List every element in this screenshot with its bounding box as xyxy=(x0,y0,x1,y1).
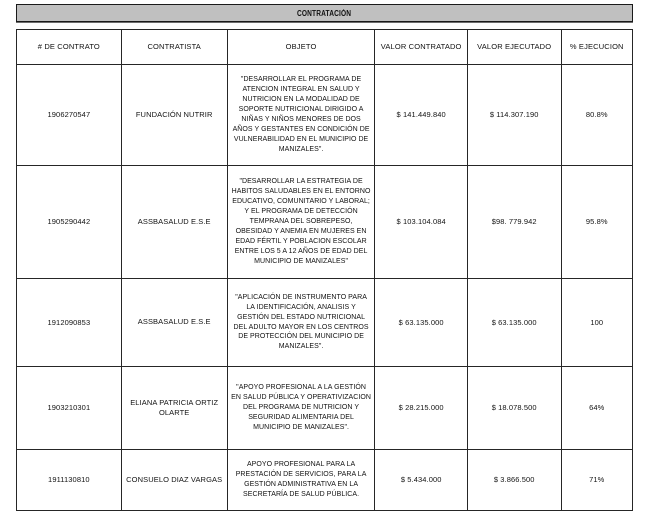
cell-contrato: 1906270547 xyxy=(17,65,122,166)
cell-contratista: ASSBASALUD E.S.E xyxy=(121,166,227,279)
table-row xyxy=(17,279,633,367)
cell-porcentaje: 64% xyxy=(561,367,633,450)
cell-valor-contratado: $ 103.104.084 xyxy=(375,166,467,279)
table-body xyxy=(17,65,633,511)
column-header-contrato: # DE CONTRATO xyxy=(17,30,122,65)
cell-porcentaje: 80.8% xyxy=(561,65,633,166)
column-header-porcentaje: % EJECUCION xyxy=(561,30,633,65)
table-row xyxy=(17,450,633,511)
table-row xyxy=(17,166,633,279)
cell-valor-contratado: $ 28.215.000 xyxy=(375,367,467,450)
cell-valor-ejecutado: $ 18.078.500 xyxy=(467,367,561,450)
page-title: CONTRATACIÓN xyxy=(297,8,352,18)
contracts-table xyxy=(16,29,633,511)
cell-objeto: "APOYO PROFESIONAL A LA GESTIÓN EN SALUD PÚBLICA Y OPERATIVIZACION DEL PROGRAMA DE NUTRICION Y SEGURIDAD ALIMENTARIA DEL MUNICIPIO DE MANIZALES". xyxy=(227,367,375,450)
cell-contrato: 1912090853 xyxy=(17,279,122,367)
cell-valor-ejecutado: $ 114.307.190 xyxy=(467,65,561,166)
cell-valor-ejecutado: $ 63.135.000 xyxy=(467,279,561,367)
cell-contrato: 1911130810 xyxy=(17,450,122,511)
table-row xyxy=(17,65,633,166)
cell-valor-contratado: $ 5.434.000 xyxy=(375,450,467,511)
cell-valor-contratado: $ 141.449.840 xyxy=(375,65,467,166)
cell-contratista: FUNDACIÓN NUTRIR xyxy=(121,65,227,166)
table-row xyxy=(17,367,633,450)
cell-porcentaje: 95.8% xyxy=(561,166,633,279)
contracts-table-wrapper xyxy=(16,29,633,511)
cell-objeto: "DESARROLLAR EL PROGRAMA DE ATENCION INTEGRAL EN SALUD Y NUTRICION EN LA MODALIDAD DE SOPORTE NUTRICIONAL DIRIGIDO A NIÑAS Y NIÑOS MENORES DE DOS AÑOS Y GESTANTES EN CONDICIÓN DE VULNERABILIDAD EN EL MUNICIPIO DE MANIZALES". xyxy=(227,65,375,166)
cell-valor-ejecutado: $ 3.866.500 xyxy=(467,450,561,511)
table-header-row xyxy=(17,30,633,65)
column-header-objeto: OBJETO xyxy=(227,30,375,65)
cell-valor-ejecutado: $98. 779.942 xyxy=(467,166,561,279)
document-title-banner xyxy=(16,4,633,22)
column-header-valor-ejecutado: VALOR EJECUTADO xyxy=(467,30,561,65)
cell-porcentaje: 71% xyxy=(561,450,633,511)
cell-valor-contratado: $ 63.135.000 xyxy=(375,279,467,367)
column-header-contratista: CONTRATISTA xyxy=(121,30,227,65)
cell-objeto: APOYO PROFESIONAL PARA LA PRESTACIÓN DE SERVICIOS, PARA LA GESTIÓN ADMINISTRATIVA EN LA SECRETARÍA DE SALUD PÚBLICA. xyxy=(227,450,375,511)
cell-porcentaje: 100 xyxy=(561,279,633,367)
column-header-valor-contratado: VALOR CONTRATADO xyxy=(375,30,467,65)
cell-contrato: 1905290442 xyxy=(17,166,122,279)
cell-objeto: "DESARROLLAR LA ESTRATEGIA DE HABITOS SALUDABLES EN EL ENTORNO EDUCATIVO, COMUNITARIO Y LABORAL; Y EL PROGRAMA DE DETECCIÓN TEMPRANA DEL SOBREPESO, OBESIDAD Y ANEMIA EN MUJERES EN EDAD FÉRTIL Y POBLACION ESCOLAR ENTRE LOS 5 A 12 AÑOS DE EDAD DEL MUNICIPIO DE MANIZALES" xyxy=(227,166,375,279)
cell-objeto: "APLICACIÓN DE INSTRUMENTO PARA LA IDENTIFICACIÓN, ANALISIS Y GESTIÓN DEL ESTADO NUTRICIONAL DEL ADULTO MAYOR EN LOS CENTROS DE PROTECCIÓN DEL MUNICIPIO DE MANIZALES". xyxy=(227,279,375,367)
cell-contratista: ELIANA PATRICIA ORTIZ OLARTE xyxy=(121,367,227,450)
cell-contrato: 1903210301 xyxy=(17,367,122,450)
cell-contratista: CONSUELO DIAZ VARGAS xyxy=(121,450,227,511)
cell-contratista: ASSBASALUD E.S.E xyxy=(121,279,227,367)
table-header xyxy=(17,30,633,65)
